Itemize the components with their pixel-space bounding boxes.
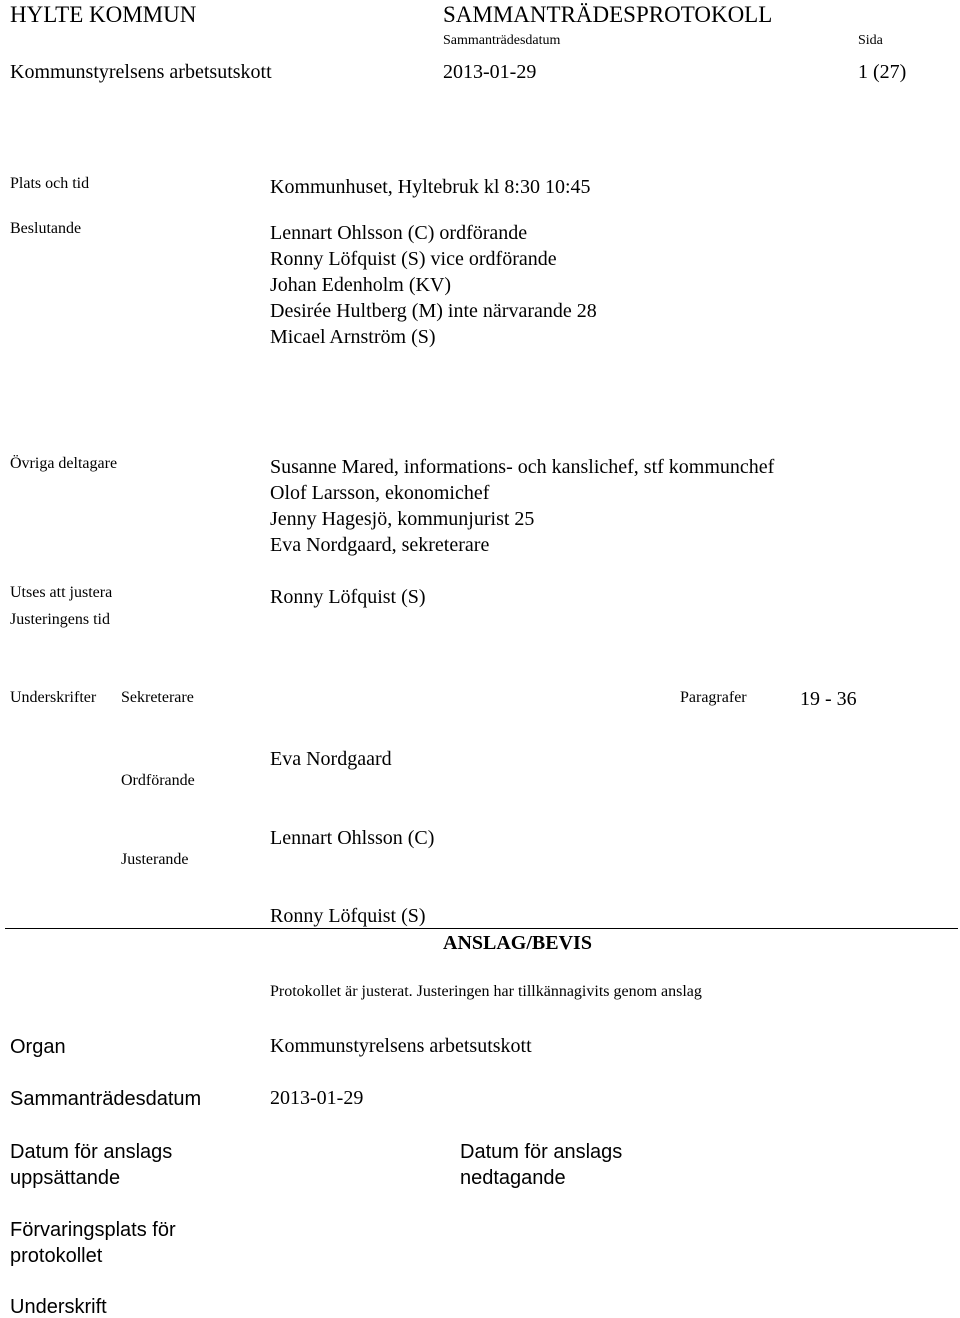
storage-label-2: protokollet [10,1245,103,1267]
other-participant: Susanne Mared, informations- och kanslichef, stf kommunchef [270,456,775,478]
others-label: Övriga deltagare [10,455,118,472]
chair-name: Lennart Ohlsson (C) [270,827,435,849]
paragraphs-label: Paragrafer [680,689,747,706]
place-value: Kommunhuset, Hyltebruk kl 8:30 10:45 [270,176,591,198]
adjuster-name: Ronny Löfquist (S) [270,905,426,927]
header-page-number: 1 (27) [858,61,907,83]
notice-date-label: Sammanträdesdatum [10,1088,202,1110]
organ-label: Organ [10,1036,66,1058]
deciding-member: Desirée Hultberg (M) inte närvarande 28 [270,300,597,322]
divider-line [5,928,958,929]
document-title: SAMMANTRÄDESPROTOKOLL [443,2,773,27]
other-participant: Olof Larsson, ekonomichef [270,482,490,504]
storage-label: Förvaringsplats för [10,1219,176,1241]
header-date: 2013-01-29 [443,61,537,83]
secretary-name: Eva Nordgaard [270,748,392,770]
deciding-member: Micael Arnström (S) [270,326,436,348]
organ-value: Kommunstyrelsens arbetsutskott [270,1035,532,1057]
posted-date-label: Datum för anslags [10,1141,173,1163]
posted-date-label-2: uppsättande [10,1167,121,1189]
adjust-label: Utses att justera [10,584,113,601]
adjuster-label: Justerande [121,851,189,868]
header-date-label: Sammanträdesdatum [443,33,561,48]
removed-date-label: Datum för anslags [460,1141,623,1163]
place-label: Plats och tid [10,175,90,192]
notice-date-value: 2013-01-29 [270,1087,364,1109]
deciding-member: Johan Edenholm (KV) [270,274,452,296]
signatures-label: Underskrifter [10,689,97,706]
chair-label: Ordförande [121,772,195,789]
removed-date-label-2: nedtagande [460,1167,566,1189]
secretary-label: Sekreterare [121,689,194,706]
adjust-value: Ronny Löfquist (S) [270,586,426,608]
notice-text: Protokollet är justerat. Justeringen har tillkännagivits genom anslag [270,983,702,1000]
other-participant: Jenny Hagesjö, kommunjurist 25 [270,508,535,530]
signature-label: Underskrift [10,1296,107,1318]
paragraphs-value: 19 - 36 [800,688,857,710]
other-participant: Eva Nordgaard, sekreterare [270,534,490,556]
adjust-time-label: Justeringens tid [10,611,110,628]
header-page-label: Sida [858,33,883,48]
deciding-member: Ronny Löfquist (S) vice ordförande [270,248,557,270]
deciding-label: Beslutande [10,220,82,237]
notice-title: ANSLAG/BEVIS [443,932,592,954]
header-committee: Kommunstyrelsens arbetsutskott [10,61,272,83]
municipality-name: HYLTE KOMMUN [10,2,197,27]
deciding-member: Lennart Ohlsson (C) ordförande [270,222,528,244]
